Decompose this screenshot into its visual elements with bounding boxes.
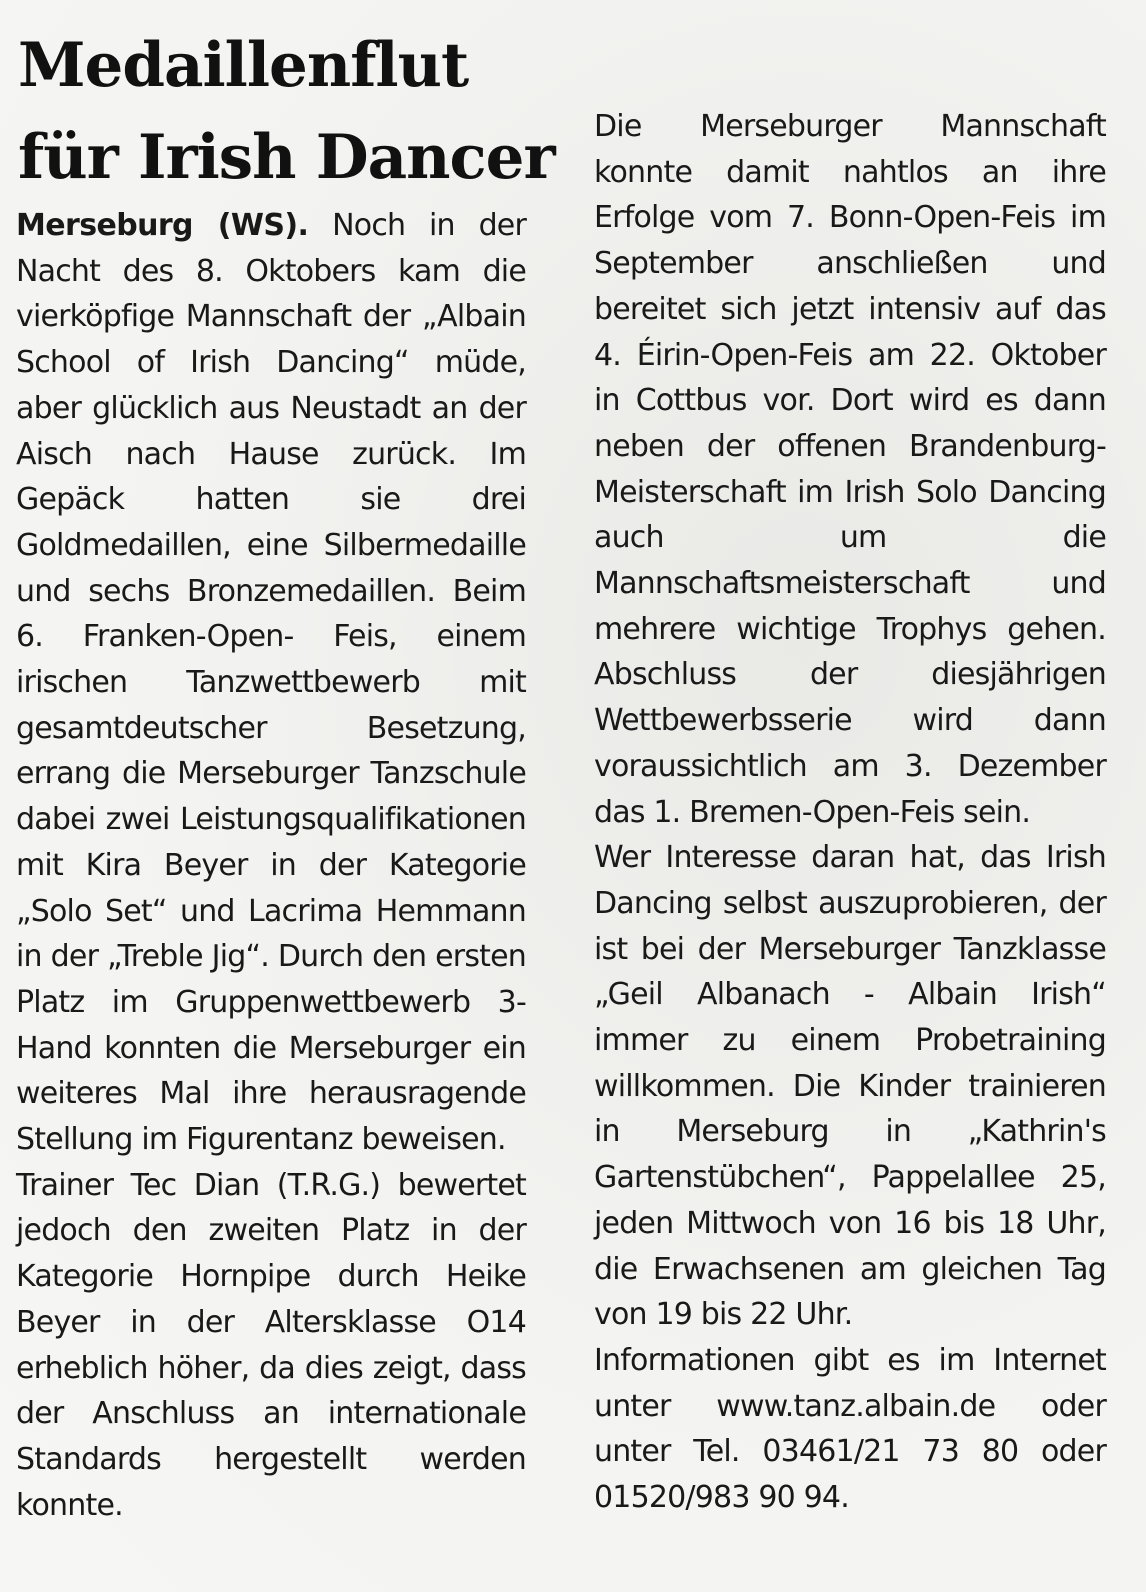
paragraph-3: Die Merseburger Mannschaft konnte damit nahtlos an ihre Erfolge vom 7. Bonn-Open-Feis im September anschließen und bereitet sich jetzt intensiv auf das 4. Éirin-Open-Feis am 22. Oktober in Cottbus vor. Dort wird es dann neben der offenen Brandenburg-Meisterschaft im Irish Solo Dancing auch um die Mannschaftsmeisterschaft und mehrere wichtige Trophys gehen. Abschluss der diesjährigen Wettbewerbsserie wird dann voraussichtlich am 3. Dezember das 1. Bremen-Open-Feis sein. (594, 109, 1106, 830)
headline-line-1: Medaillenflut (18, 30, 469, 101)
paragraph-1-text: Noch in der Nacht des 8. Oktobers kam die vierköpfige Mannschaft der „Albain School of Irish Dancing“ müde, aber glücklich aus Neustadt an der Aisch nach Hause zurück. Im Gepäck hatten sie drei Goldmedaillen, eine Silbermedaille und sechs Bronzemedaillen. Beim 6. Franken-Open- Feis, einem irischen Tanzwettbewerb mit gesamtdeutscher Besetzung, errang die Merseburger Tanzschule dabei zwei Leistungsqualifikationen mit Kira Beyer in der Kategorie „Solo Set“ und Lacrima Hemmann in der „Treble Jig“. Durch den ersten Platz im Gruppenwettbewerb 3-Hand konnten die Merseburger ein weiteres Mal ihre herausragende Stellung im Figurentanz beweisen. (16, 208, 526, 1158)
paragraph-1 (16, 203, 526, 1163)
paragraph-2: Trainer Tec Dian (T.R.G.) bewertet jedoch den zweiten Platz in der Kategorie Hornpipe durch Heike Beyer in der Altersklasse O14 erheblich höher, da dies zeigt, dass der Anschluss an internationale Standards hergestellt werden konnte. (16, 1167, 526, 1523)
headline-line-2: für Irish Dancer (18, 122, 555, 193)
paragraph-5: Informationen gibt es im Internet unter www.tanz.albain.de oder unter Tel. 03461/21 73 80 oder 01520/983 90 94. (594, 1342, 1106, 1516)
article-column-right (594, 104, 1106, 1521)
dateline: Merseburg (WS). (16, 208, 309, 243)
article-column-left (16, 203, 526, 1528)
article-headline (18, 20, 578, 204)
paragraph-4: Wer Interesse daran hat, das Irish Dancing selbst auszuprobieren, der ist bei der Merseburger Tanzklasse „Geil Albanach - Albain Irish“ immer zu einem Probetraining willkommen. Die Kinder trainieren in Merseburg in „Kathrin's Gartenstübchen“, Pappelallee 25, jeden Mittwoch von 16 bis 18 Uhr, die Erwachsenen am gleichen Tag von 19 bis 22 Uhr. (594, 840, 1106, 1333)
